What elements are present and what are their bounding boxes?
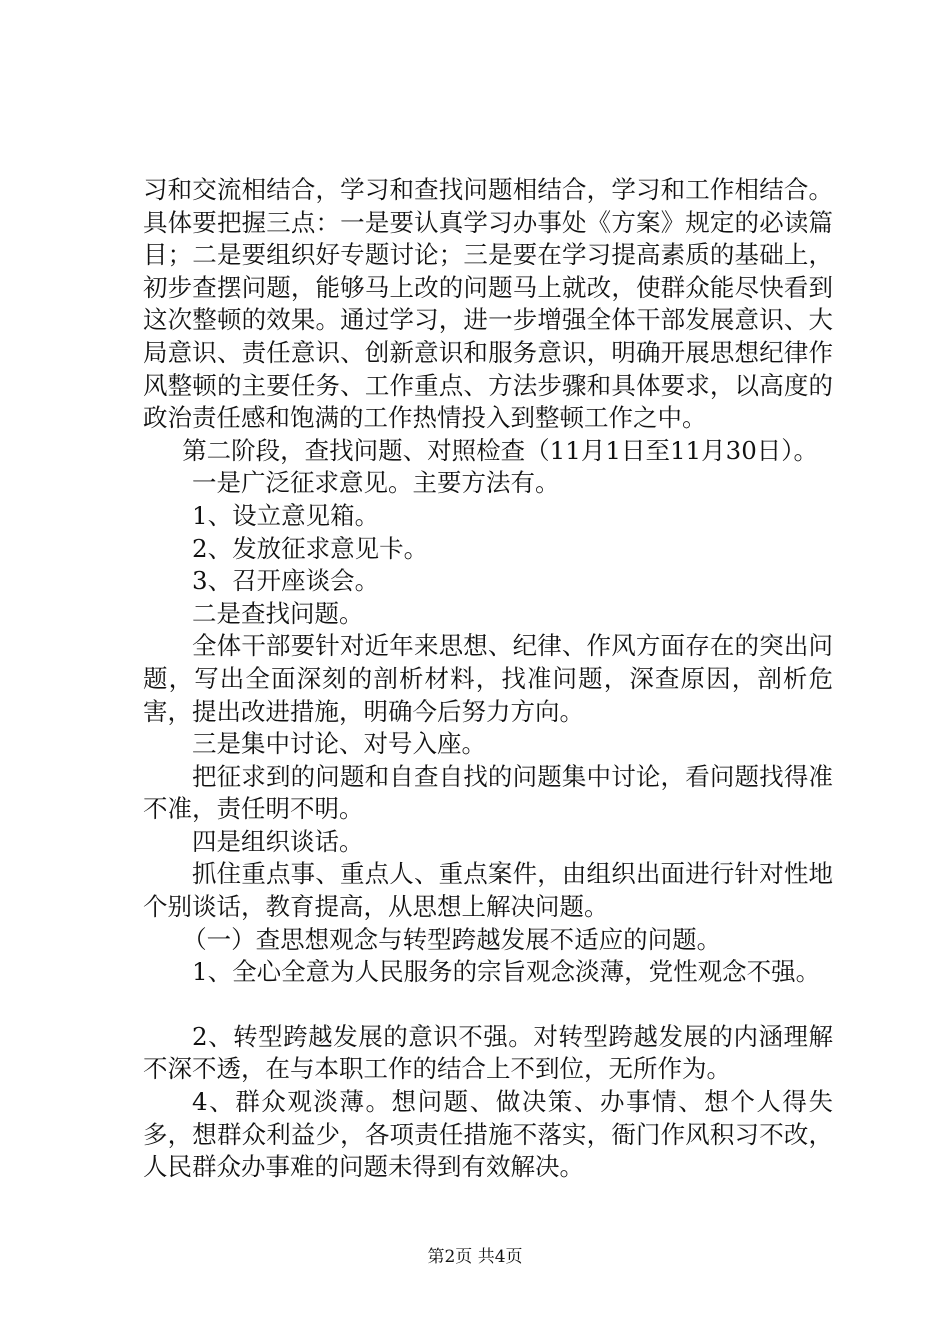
list-item-suggestion-box: 1、设立意见箱。 — [192, 500, 380, 530]
paragraph-solicit-opinions: 一是广泛征求意见。主要方法有。 — [192, 468, 560, 498]
page-number-label: 第2页 共4页 — [427, 1247, 523, 1267]
paragraph-organize-talks: 四是组织谈话。 — [192, 826, 364, 856]
section-heading-ideology: （一）查思想观念与转型跨越发展不适应的问题。 — [182, 924, 722, 954]
paragraph-study-summary: 习和交流相结合，学习和查找问题相结合，学习和工作相结合。具体要把握三点：一是要认真学习办事处《方案》规定的必读篇目；二是要组织好专题讨论；三是要在学习提高素质的基础上，初步查摆问题，能够马上改的问题马上就改，使群众能尽快看到这次整顿的效果。通过学习，进一步增强全体干部发展意识、大局意识、责任意识、创新意识和服务意识，明确开展思想纪律作风整顿的主要任务、工作重点、方法步骤和具体要求，以高度的政治责任感和饱满的工作热情投入到整顿工作之中。 — [143, 175, 833, 433]
paragraph-discussion-detail: 把征求到的问题和自查自找的问题集中讨论，看问题找得准不准，责任明不明。 — [143, 761, 833, 824]
paragraph-find-problems: 二是查找问题。 — [192, 598, 364, 628]
paragraph-talks-detail: 抓住重点事、重点人、重点案件，由组织出面进行针对性地个别谈话，教育提高，从思想上解决问题。 — [143, 859, 833, 922]
list-item-transformation-awareness: 2、转型跨越发展的意识不强。对转型跨越发展的内涵理解不深不透，在与本职工作的结合上不到位，无所作为。 — [143, 1021, 833, 1084]
list-item-symposium: 3、召开座谈会。 — [192, 566, 380, 596]
list-item-opinion-cards: 2、发放征求意见卡。 — [192, 533, 429, 563]
list-item-mass-viewpoint: 4、群众观淡薄。想问题、做决策、办事情、想个人得失多，想群众利益少，各项责任措施不落实，衙门作风积习不改，人民群众办事难的问题未得到有效解决。 — [143, 1087, 833, 1182]
paragraph-self-analysis: 全体干部要针对近年来思想、纪律、作风方面存在的突出问题，写出全面深刻的剖析材料，找准问题，深查原因，剖析危害，提出改进措施，明确今后努力方向。 — [143, 631, 833, 726]
page-footer — [0, 1242, 950, 1267]
document-body — [143, 174, 833, 1184]
list-item-service-concept: 1、全心全意为人民服务的宗旨观念淡薄，党性观念不强。 — [192, 957, 821, 987]
paragraph-stage-two-heading: 第二阶段，查找问题、对照检查（11月1日至11月30日）。 — [182, 435, 819, 465]
paragraph-group-discussion: 三是集中讨论、对号入座。 — [192, 729, 486, 759]
